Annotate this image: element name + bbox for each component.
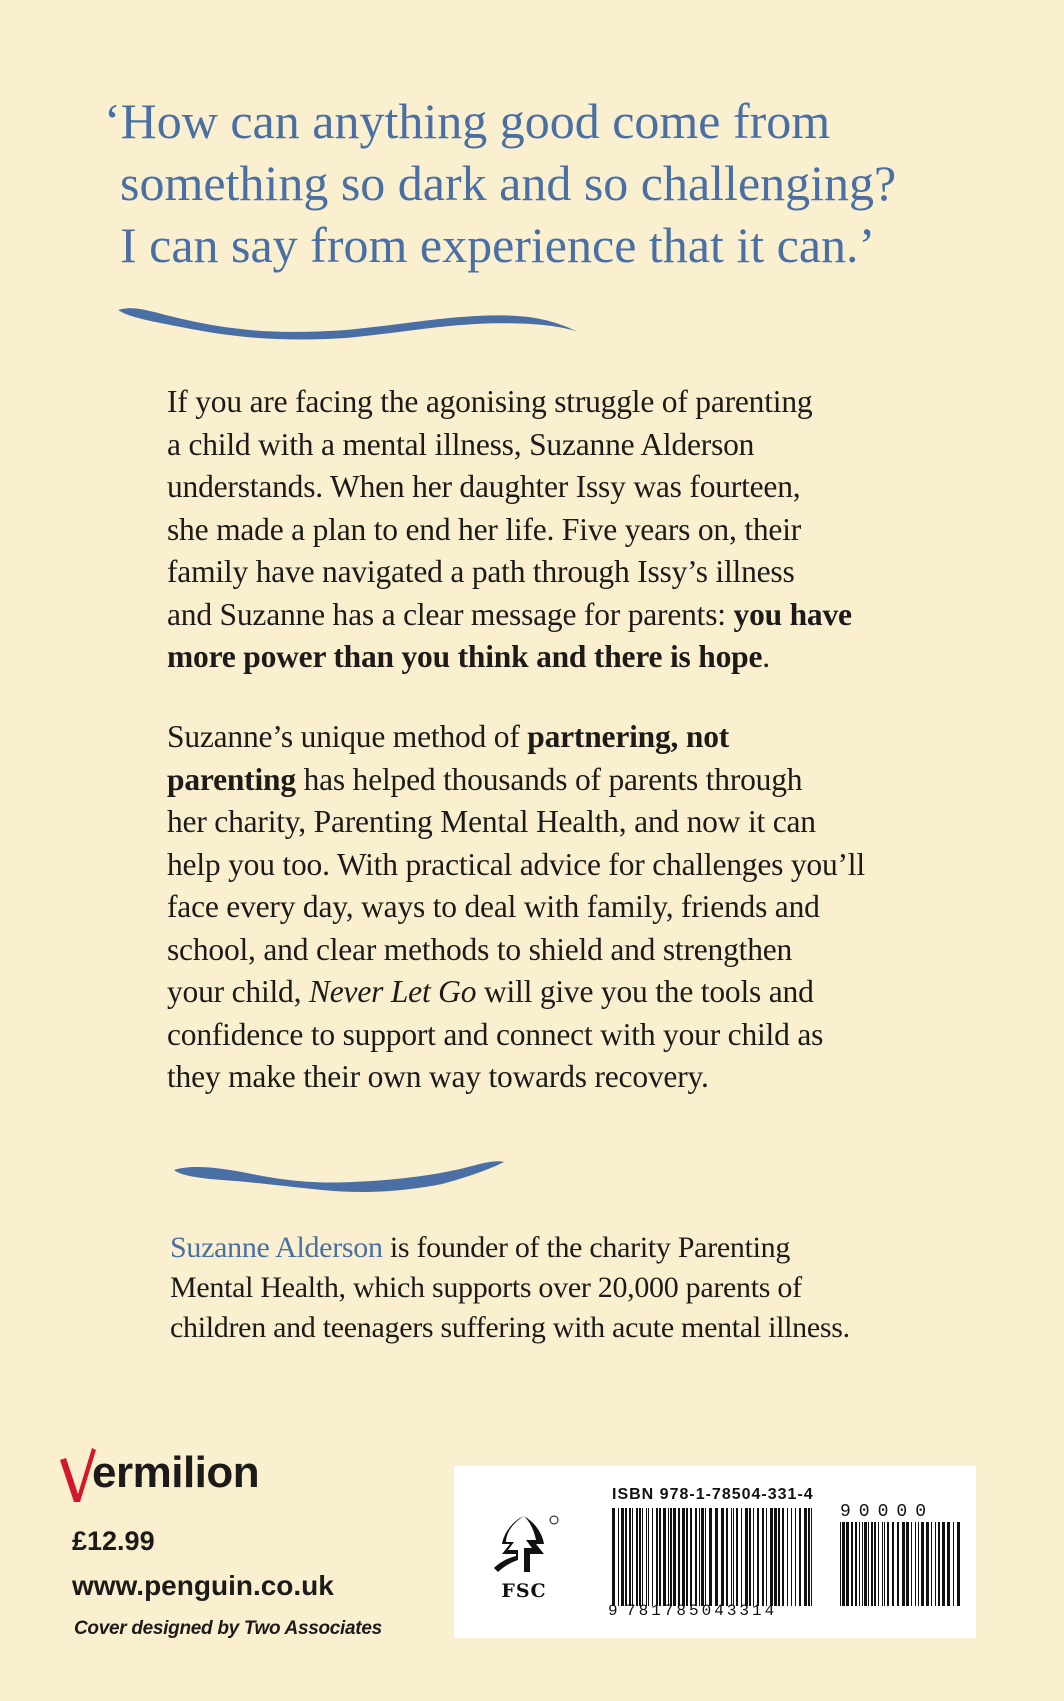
barcode-bar <box>770 1508 773 1606</box>
para1-emphasis-end: more power than you think and there is hope <box>167 639 763 674</box>
barcode-bar <box>774 1508 777 1606</box>
cover-credit: Cover designed by Two Associates <box>74 1618 382 1639</box>
barcode-bar <box>695 1508 697 1606</box>
ean-barcode <box>612 1508 814 1606</box>
barcode-bar <box>639 1508 641 1606</box>
fsc-tree-icon <box>484 1512 564 1580</box>
quote-line-1: ‘How can anything good come from <box>104 93 831 149</box>
barcode-bar <box>874 1522 876 1606</box>
barcode-bar <box>736 1508 738 1606</box>
para2-line-9: they make their own way towards recovery. <box>167 1059 709 1094</box>
para2-line-8: confidence to support and connect with your child as <box>167 1016 824 1052</box>
barcode-bar <box>871 1522 873 1606</box>
barcode-bar <box>659 1508 661 1606</box>
barcode-bar <box>918 1522 919 1606</box>
barcode-bar <box>733 1508 734 1606</box>
barcode-bar <box>804 1508 807 1606</box>
barcode-bar <box>897 1522 899 1606</box>
barcode-bar <box>855 1522 857 1606</box>
barcode-bar <box>652 1508 653 1606</box>
para2-line-2-text: has helped thousands of parents through <box>295 761 803 797</box>
barcode-bar <box>726 1508 728 1606</box>
barcode-bar <box>668 1508 669 1606</box>
barcode-bar <box>678 1508 680 1606</box>
barcode-bar <box>625 1508 627 1606</box>
para1-line-6-text: and Suzanne has a clear message for parents: <box>167 596 734 632</box>
para1-line-4: she made a plan to end her life. Five years on, their <box>167 511 802 547</box>
barcode-bar <box>851 1522 853 1606</box>
para1-period: . <box>762 639 770 674</box>
barcode-bar <box>745 1508 748 1606</box>
barcode-bar <box>757 1508 759 1606</box>
description-paragraph-1 <box>167 381 947 679</box>
barcode-bar <box>753 1508 754 1606</box>
barcode-bar <box>859 1522 860 1606</box>
para2-line-7-end: will give you the tools and <box>476 974 814 1009</box>
barcode-bar <box>663 1508 666 1606</box>
addon-digits: 90000 <box>840 1502 935 1522</box>
barcode-bar <box>699 1508 700 1606</box>
para1-line-3: understands. When her daughter Issy was fourteen, <box>167 469 801 504</box>
barcode-bar <box>926 1522 929 1606</box>
barcode-bar <box>612 1508 615 1606</box>
description-paragraph-2 <box>167 716 947 1099</box>
barcode-bar <box>915 1522 916 1606</box>
barcode-bar <box>799 1508 801 1606</box>
para2-emphasis-start: partnering, not <box>527 719 730 754</box>
barcode-bar <box>884 1522 885 1606</box>
isbn-number: ISBN 978-1-78504-331-4 <box>612 1486 814 1503</box>
barcode-bar <box>648 1508 649 1606</box>
barcode-bar <box>673 1508 676 1606</box>
barcode-bar <box>715 1508 718 1606</box>
barcode-bar <box>766 1508 767 1606</box>
quote-line-2: something so dark and so challenging? <box>120 155 897 211</box>
para2-line-1-text: Suzanne’s unique method of <box>167 719 528 754</box>
addon-barcode <box>840 1522 960 1606</box>
author-name: Suzanne Alderson <box>170 1231 383 1264</box>
para2-line-6: school, and clear methods to shield and strengthen <box>167 931 793 967</box>
para2-line-7 <box>167 971 947 1014</box>
barcode-bar <box>938 1522 940 1606</box>
barcode-bar <box>721 1508 724 1606</box>
price: £12.99 <box>72 1526 155 1556</box>
barcode-bar <box>636 1508 638 1606</box>
barcode-bar <box>642 1508 643 1606</box>
barcode-bar <box>701 1508 704 1606</box>
barcode-bar <box>795 1508 796 1606</box>
brush-stroke-divider-top <box>116 300 582 344</box>
barcode-bar <box>840 1522 841 1606</box>
bio-line-1 <box>170 1228 990 1268</box>
barcode-bar <box>690 1508 692 1606</box>
para2-emphasis-end: parenting <box>167 761 296 797</box>
barcode-bar <box>953 1522 954 1606</box>
barcode-bar <box>868 1522 869 1606</box>
barcode-bar <box>957 1522 960 1606</box>
para2-line-1 <box>167 716 947 759</box>
barcode-bar <box>656 1508 658 1606</box>
barcode-bar <box>778 1508 780 1606</box>
publisher-website: www.penguin.co.uk <box>72 1570 334 1601</box>
barcode-bar <box>808 1508 810 1606</box>
para2-line-4: help you too. With practical advice for challenges you’ll <box>167 846 865 882</box>
para2-line-7-start: your child, <box>167 974 309 1009</box>
barcode-bar <box>878 1522 879 1606</box>
para1-emphasis-start: you have <box>733 596 852 632</box>
bio-line-3: children and teenagers suffering with acute mental illness. <box>170 1311 850 1344</box>
para1-line-7 <box>167 636 947 679</box>
para1-line-1: If you are facing the agonising struggle of parenting <box>167 384 813 419</box>
author-bio <box>170 1228 990 1348</box>
para2-line-3: her charity, Parenting Mental Health, and now it can <box>167 804 816 839</box>
publisher-logo <box>58 1446 318 1506</box>
barcode-bar <box>646 1508 647 1606</box>
barcode-bar <box>846 1522 849 1606</box>
barcode-panel <box>454 1466 976 1638</box>
barcode-bar <box>686 1508 688 1606</box>
barcode-bar <box>705 1508 706 1606</box>
para1-line-6 <box>167 594 947 637</box>
barcode-digits: 781785043314 <box>626 1602 778 1620</box>
barcode-bar <box>632 1508 633 1606</box>
barcode-bar <box>947 1522 950 1606</box>
barcode-bar <box>787 1508 788 1606</box>
barcode-bar <box>670 1508 672 1606</box>
book-title: Never Let Go <box>308 974 477 1009</box>
barcode-bar <box>921 1522 924 1606</box>
quote-line-3: I can say from experience that it can.’ <box>120 217 876 273</box>
barcode-bar <box>731 1508 732 1606</box>
barcode-bar <box>762 1508 764 1606</box>
barcode-bar <box>864 1522 867 1606</box>
barcode-bar <box>782 1508 784 1606</box>
barcode-bar <box>887 1522 889 1606</box>
barcode-bar <box>892 1522 894 1606</box>
barcode-bar <box>618 1508 619 1606</box>
barcode-bar <box>882 1522 883 1606</box>
barcode-bar <box>621 1508 624 1606</box>
barcode-bar <box>911 1522 912 1606</box>
barcode-bar <box>811 1508 812 1606</box>
bio-line-1-text: is founder of the charity Parenting <box>382 1231 791 1264</box>
barcode-bar <box>862 1522 863 1606</box>
para1-line-5: family have navigated a path through Issy’s illness <box>167 554 795 589</box>
barcode-bar <box>931 1522 932 1606</box>
brush-stroke-divider-bottom <box>172 1158 506 1196</box>
bio-line-2: Mental Health, which supports over 20,000 parents of <box>170 1271 802 1304</box>
publisher-name: ermilion <box>92 1448 260 1497</box>
barcode-bar <box>629 1508 631 1606</box>
para1-line-2: a child with a mental illness, Suzanne Alderson <box>167 426 755 462</box>
pull-quote <box>104 90 1004 276</box>
barcode-bar <box>942 1522 945 1606</box>
barcode-bar <box>906 1522 909 1606</box>
fsc-label: FSC <box>501 1580 547 1602</box>
barcode-bar <box>842 1522 845 1606</box>
barcode-bar <box>682 1508 685 1606</box>
barcode-bar <box>741 1508 742 1606</box>
para2-line-5: face every day, ways to deal with family, friends and <box>167 889 820 924</box>
barcode-bar <box>935 1522 936 1606</box>
barcode-bar <box>791 1508 792 1606</box>
barcode-bar <box>902 1522 905 1606</box>
barcode-first-digit: 9 <box>608 1602 618 1620</box>
fsc-badge <box>484 1512 564 1612</box>
para2-line-2 <box>167 759 947 802</box>
barcode-bar <box>709 1508 712 1606</box>
barcode-bar <box>749 1508 751 1606</box>
